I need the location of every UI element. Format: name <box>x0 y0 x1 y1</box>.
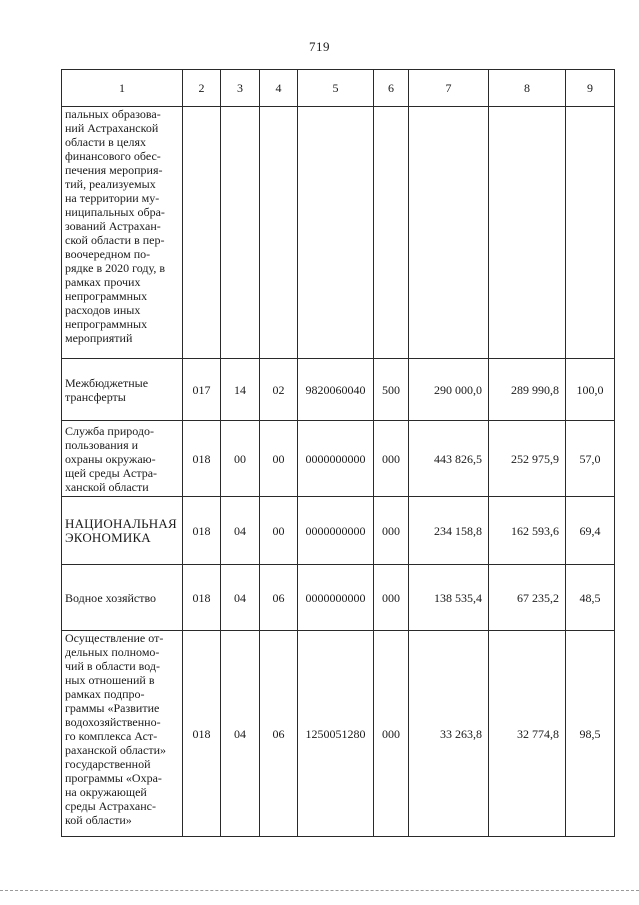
cell-col3: 04 <box>221 631 260 837</box>
cell-col8: 67 235,2 <box>489 565 566 631</box>
header-cell: 5 <box>298 70 374 107</box>
cell-col9: 48,5 <box>566 565 615 631</box>
cell-col8: 162 593,6 <box>489 497 566 565</box>
cell-col4: 00 <box>260 497 298 565</box>
cell-col7: 33 263,8 <box>409 631 489 837</box>
row-name-cell: пальных образова- ний Астраханской области в целях финансового обес- печения мероприя- тий, реализуемых на территории му- ниципальных обра- зований Астрахан- ской области в пер- воочередном по- рядке в 2020 году, в рамках прочих непрограммных расходов иных непрограммных мероприятий <box>62 107 183 359</box>
cell-col2: 018 <box>183 421 221 497</box>
table-header-row <box>62 70 615 107</box>
cell-col6: 000 <box>374 497 409 565</box>
cell-col8: 252 975,9 <box>489 421 566 497</box>
cell-col5: 0000000000 <box>298 497 374 565</box>
cell-col8: 289 990,8 <box>489 359 566 421</box>
cell-col7: 290 000,0 <box>409 359 489 421</box>
cell-col4: 06 <box>260 565 298 631</box>
cell-col6: 000 <box>374 421 409 497</box>
cell-col5: 0000000000 <box>298 421 374 497</box>
cell-col2 <box>183 107 221 359</box>
cell-col8: 32 774,8 <box>489 631 566 837</box>
cell-col7 <box>409 107 489 359</box>
cell-col7: 138 535,4 <box>409 565 489 631</box>
cell-col7: 443 826,5 <box>409 421 489 497</box>
cell-col3: 04 <box>221 497 260 565</box>
row-name-cell: Водное хозяйство <box>62 565 183 631</box>
cell-col2: 018 <box>183 497 221 565</box>
budget-table <box>61 69 615 837</box>
cell-col5: 1250051280 <box>298 631 374 837</box>
table-row <box>62 359 615 421</box>
cell-col5: 0000000000 <box>298 565 374 631</box>
table-row <box>62 497 615 565</box>
cell-col6: 000 <box>374 565 409 631</box>
cell-col2: 017 <box>183 359 221 421</box>
cell-col3: 14 <box>221 359 260 421</box>
cell-col9: 57,0 <box>566 421 615 497</box>
table-row <box>62 421 615 497</box>
scan-edge-line <box>0 890 639 891</box>
cell-col9: 98,5 <box>566 631 615 837</box>
row-name-cell: Осуществление от- дельных полномо- чий в области вод- ных отношений в рамках подпро- граммы «Развитие водохозяйственно- го комплекса Аст- раханской области» государственной программы «Охра- на окружающей среды Астраханс- кой области» <box>62 631 183 837</box>
header-cell: 3 <box>221 70 260 107</box>
cell-col3: 04 <box>221 565 260 631</box>
header-cell: 8 <box>489 70 566 107</box>
cell-col9: 100,0 <box>566 359 615 421</box>
cell-col4 <box>260 107 298 359</box>
header-cell: 2 <box>183 70 221 107</box>
header-cell: 7 <box>409 70 489 107</box>
cell-col6: 500 <box>374 359 409 421</box>
cell-col3: 00 <box>221 421 260 497</box>
table-row <box>62 631 615 837</box>
cell-col9 <box>566 107 615 359</box>
row-name-cell: НАЦИОНАЛЬНАЯ ЭКОНОМИКА <box>62 497 183 565</box>
header-cell: 9 <box>566 70 615 107</box>
header-cell: 4 <box>260 70 298 107</box>
cell-col3 <box>221 107 260 359</box>
cell-col8 <box>489 107 566 359</box>
cell-col4: 00 <box>260 421 298 497</box>
row-name-cell: Межбюджетные трансферты <box>62 359 183 421</box>
cell-col6 <box>374 107 409 359</box>
cell-col4: 02 <box>260 359 298 421</box>
cell-col5 <box>298 107 374 359</box>
cell-col7: 234 158,8 <box>409 497 489 565</box>
cell-col4: 06 <box>260 631 298 837</box>
cell-col6: 000 <box>374 631 409 837</box>
cell-col5: 9820060040 <box>298 359 374 421</box>
table-row <box>62 107 615 359</box>
cell-col9: 69,4 <box>566 497 615 565</box>
cell-col2: 018 <box>183 631 221 837</box>
row-name-cell: Служба природо- пользования и охраны окружаю- щей среды Астра- ханской области <box>62 421 183 497</box>
table-row <box>62 565 615 631</box>
cell-col2: 018 <box>183 565 221 631</box>
page-number: 719 <box>309 39 330 54</box>
header-cell: 6 <box>374 70 409 107</box>
header-cell: 1 <box>62 70 183 107</box>
